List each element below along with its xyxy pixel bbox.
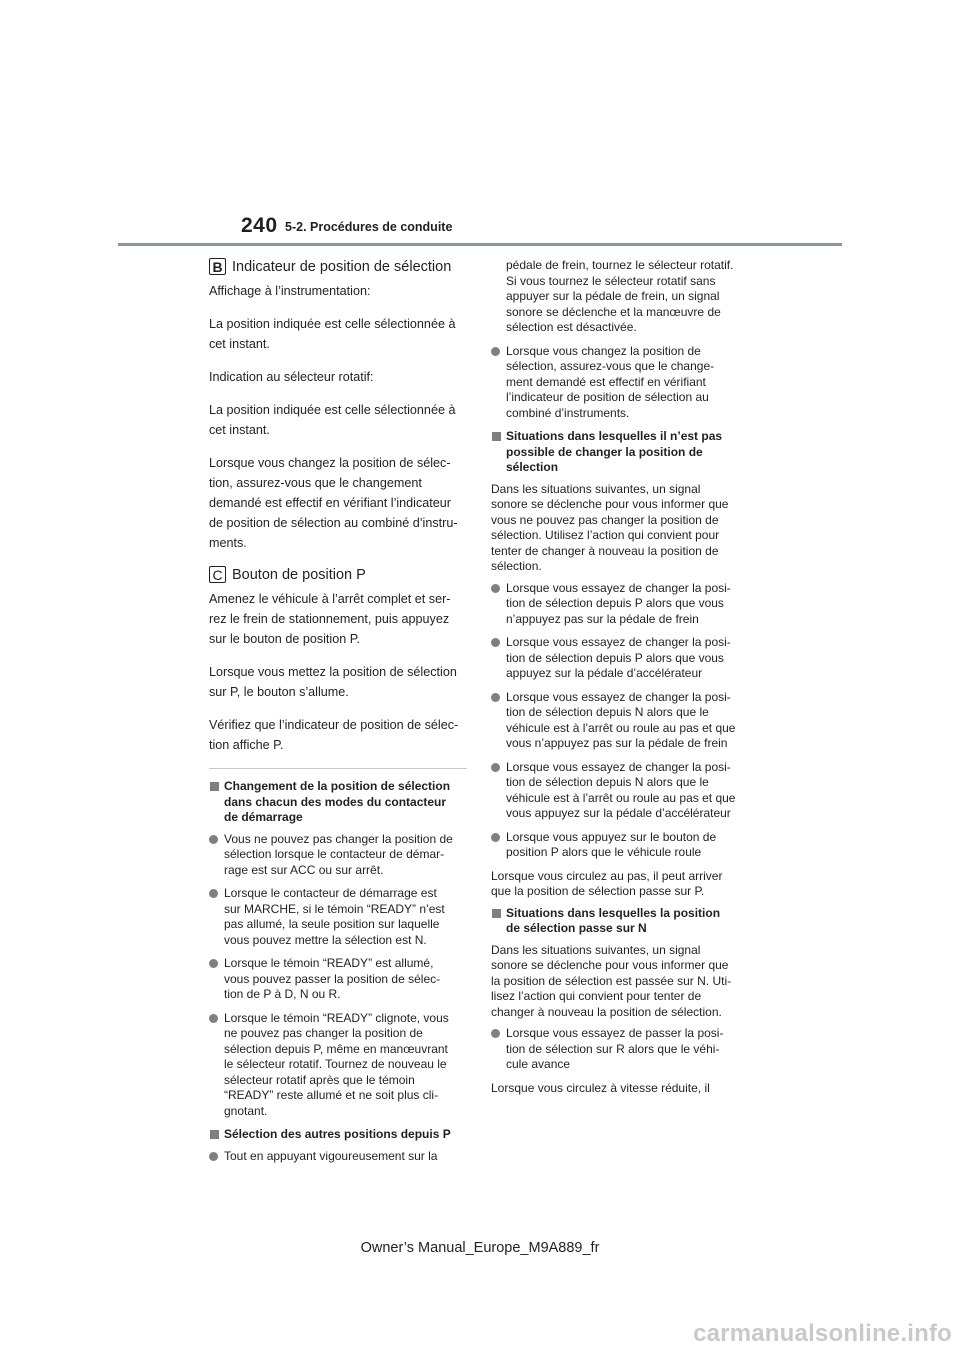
- footer-document-id: Owner’s Manual_Europe_M9A889_fr: [360, 1240, 600, 1256]
- text-line: la position de sélection est passée sur N. Uti-: [491, 973, 732, 988]
- text-line: de démarrage: [224, 810, 303, 824]
- text-line: Situations dans lesquelles la position: [506, 905, 721, 920]
- left-column: [209, 258, 467, 1172]
- text-line: Changement de la position de sélection: [224, 779, 451, 793]
- text-line: lisez l’action qui convient pour tenter de: [491, 989, 702, 1003]
- bullet-item: [491, 760, 751, 822]
- text-line: vous ne pouvez pas changer la position de: [491, 512, 719, 527]
- bullet-item: [491, 581, 751, 628]
- text-line: sur le bouton de position P.: [209, 632, 361, 646]
- text-line: sélecteur rotatif après que le témoin: [224, 1072, 415, 1087]
- text-line: tenter de changer à nouveau la position de: [491, 543, 719, 558]
- text-line: dans chacun des modes du contacteur: [224, 794, 447, 809]
- bullet-item: [491, 344, 751, 422]
- text-line: tion de sélection sur R alors que le véhi-: [506, 1041, 720, 1056]
- section-c-body: [209, 589, 467, 755]
- text-line: sélection. Utilisez l’action qui convient pour: [491, 528, 720, 542]
- text-line: combiné d’instruments.: [506, 405, 630, 420]
- text-line: tion de P à D, N ou R.: [224, 987, 341, 1001]
- text-line: Lorsque le contacteur de démarrage est: [224, 886, 437, 900]
- text-line: tion affiche P.: [209, 738, 284, 752]
- note-heading: [491, 906, 751, 937]
- text-line: Tout en appuyant vigoureusement sur la: [224, 1148, 438, 1163]
- text-line: Lorsque vous mettez la position de sélection: [209, 665, 457, 679]
- paragraph: [209, 400, 467, 440]
- text-line: Lorsque le témoin “READY” clignote, vous: [224, 1010, 449, 1025]
- text-line: Sélection des autres positions depuis P: [224, 1127, 451, 1141]
- bullet-item: [209, 886, 467, 948]
- text-line: sélection: [506, 460, 559, 474]
- text-line: le sélecteur rotatif. Tournez de nouveau le: [224, 1057, 447, 1071]
- watermark-link[interactable]: carmanualsonline.info: [693, 1320, 952, 1347]
- text-line: ments.: [209, 536, 247, 550]
- note-heading: [491, 429, 751, 476]
- text-line: Lorsque vous essayez de changer la posi-: [506, 759, 731, 774]
- text-line: Lorsque vous essayez de changer la posi-: [506, 635, 731, 649]
- text-line: tion de sélection depuis N alors que le: [506, 705, 709, 719]
- text-line: appuyer sur la pédale de frein, un signal: [506, 289, 720, 303]
- text-line: Si vous tournez le sélecteur rotatif sans: [506, 273, 716, 288]
- note-after: [491, 1081, 751, 1097]
- label-c-icon: C: [209, 566, 226, 583]
- text-line: Vous ne pouvez pas changer la position de: [224, 831, 453, 846]
- note-heading: [209, 779, 467, 826]
- text-line: sonore se déclenche pour vous informer que: [491, 497, 729, 511]
- text-line: ne pouvez pas changer la position de: [224, 1026, 423, 1040]
- right-column: [491, 258, 751, 1102]
- paragraph: [209, 662, 467, 702]
- text-line: Lorsque le témoin “READY” est allumé,: [224, 956, 434, 970]
- page-number: 240: [241, 214, 278, 237]
- text-line: “READY” reste allumé et ne soit plus cli-: [224, 1088, 439, 1102]
- text-line: position P alors que le véhicule roule: [506, 845, 702, 859]
- text-line: ment demandé est effectif en vérifiant: [506, 374, 706, 389]
- note-after: [491, 869, 751, 900]
- text-line: que la position de sélection passe sur P.: [491, 884, 705, 898]
- continued-bullet: [491, 258, 751, 336]
- text-line: changer à nouveau la position de sélection.: [491, 1004, 722, 1019]
- text-line: Lorsque vous appuyez sur le bouton de: [506, 829, 717, 844]
- section-b-body: [209, 281, 467, 553]
- note-intro: [491, 482, 751, 575]
- paragraph: [209, 589, 467, 649]
- text-line: sélection.: [491, 559, 542, 573]
- text-line: sélection, assurez-vous que le change-: [506, 359, 715, 373]
- text-line: pas allumé, la seule position sur laquelle: [224, 917, 440, 931]
- note-bullets: [209, 832, 467, 1120]
- note-heading: [209, 1127, 467, 1143]
- text-line: rage est sur ACC ou sur arrêt.: [224, 862, 384, 877]
- text-line: Lorsque vous changez la position de sélec-: [209, 456, 451, 470]
- text-line: n’appuyez pas sur la pédale de frein: [506, 611, 699, 626]
- heading-b-title: Indicateur de position de sélection: [232, 258, 452, 275]
- note-bullets: [209, 1149, 467, 1165]
- text-line: tion, assurez-vous que le changement: [209, 476, 422, 490]
- text-line: possible de changer la position de: [506, 444, 703, 459]
- text-line: vous pouvez mettre la sélection est N.: [224, 932, 427, 947]
- text-line: cet instant.: [209, 337, 270, 351]
- text-line: de position de sélection au combiné d’instru-: [209, 516, 458, 530]
- bullet-item: [209, 956, 467, 1003]
- text-line: sonore se déclenche pour vous informer que: [491, 958, 729, 972]
- note-intro: [491, 943, 751, 1021]
- text-line: Lorsque vous essayez de changer la posi-: [506, 580, 731, 595]
- text-line: de sélection passe sur N: [506, 921, 647, 935]
- label-b-icon: B: [209, 258, 226, 275]
- text-line: tion de sélection depuis P alors que vous: [506, 596, 724, 610]
- text-line: tion de sélection depuis N alors que le: [506, 775, 709, 789]
- text-line: appuyez sur la pédale d’accélérateur: [506, 666, 703, 680]
- paragraph: [209, 453, 467, 553]
- paragraph: [209, 715, 467, 755]
- text-line: Affichage à l’instrumentation:: [209, 284, 371, 298]
- paragraph: [209, 281, 467, 301]
- note-bullets: [491, 1026, 751, 1073]
- bullet-item: [209, 1011, 467, 1120]
- text-line: sur P, le bouton s’allume.: [209, 685, 349, 699]
- text-line: Indication au sélecteur rotatif:: [209, 370, 374, 384]
- text-line: Lorsque vous essayez de changer la posi-: [506, 689, 731, 704]
- text-line: demandé est effectif en vérifiant l’indicateur: [209, 496, 451, 510]
- header-rule: [118, 243, 842, 246]
- text-line: gnotant.: [224, 1103, 268, 1118]
- text-line: La position indiquée est celle sélectionnée à: [209, 403, 456, 417]
- text-line: Lorsque vous circulez à vitesse réduite, il: [491, 1080, 710, 1095]
- text-line: pédale de frein, tournez le sélecteur rotatif.: [506, 258, 734, 272]
- paragraph: [209, 314, 467, 354]
- text-line: vous n’appuyez pas sur la pédale de frein: [506, 736, 728, 750]
- text-line: vous appuyez sur la pédale d’accélérateur: [506, 806, 731, 820]
- heading-b: [209, 258, 467, 275]
- text-line: sélection depuis P, même en manœuvrant: [224, 1041, 448, 1056]
- text-line: vous pouvez passer la position de sélec-: [224, 971, 441, 986]
- text-line: sur MARCHE, si le témoin “READY” n’est: [224, 901, 445, 916]
- text-line: sélection lorsque le contacteur de démar-: [224, 847, 445, 861]
- heading-c-title: Bouton de position P: [232, 566, 366, 583]
- text-line: cet instant.: [209, 423, 270, 437]
- text-line: Vérifiez que l’indicateur de position de sélec-: [209, 718, 459, 732]
- bullet-item: [491, 830, 751, 861]
- bullet-item: [491, 1026, 751, 1073]
- text-line: sélection est désactivée.: [506, 320, 637, 334]
- text-line: Lorsque vous essayez de passer la posi-: [506, 1026, 724, 1040]
- text-line: La position indiquée est celle sélectionnée à: [209, 317, 456, 331]
- text-line: sonore se déclenche et la manœuvre de: [506, 304, 721, 319]
- text-line: Amenez le véhicule à l’arrêt complet et ser-: [209, 592, 451, 606]
- text-line: l’indicateur de position de sélection au: [506, 390, 709, 404]
- text-line: véhicule est à l’arrêt ou roule au pas et que: [506, 790, 736, 805]
- text-line: tion de sélection depuis P alors que vous: [506, 650, 724, 665]
- text-line: Dans les situations suivantes, un signal: [491, 942, 701, 957]
- divider: [209, 768, 467, 769]
- text-line: Lorsque vous circulez au pas, il peut arriver: [491, 868, 723, 883]
- text-line: Lorsque vous changez la position de: [506, 343, 701, 358]
- bullet-item: [491, 635, 751, 682]
- note-bullets: [491, 581, 751, 861]
- text-line: Dans les situations suivantes, un signal: [491, 481, 701, 496]
- bullet-item: [491, 690, 751, 752]
- paragraph: [209, 367, 467, 387]
- section-title: 5-2. Procédures de conduite: [285, 220, 453, 234]
- bullet-item: [209, 1149, 467, 1165]
- text-line: véhicule est à l’arrêt ou roule au pas et que: [506, 720, 736, 735]
- bullet-item: [209, 832, 467, 879]
- text-line: rez le frein de stationnement, puis appuyez: [209, 612, 450, 626]
- heading-c: [209, 566, 467, 583]
- text-line: Situations dans lesquelles il n’est pas: [506, 429, 723, 443]
- text-line: cule avance: [506, 1057, 571, 1071]
